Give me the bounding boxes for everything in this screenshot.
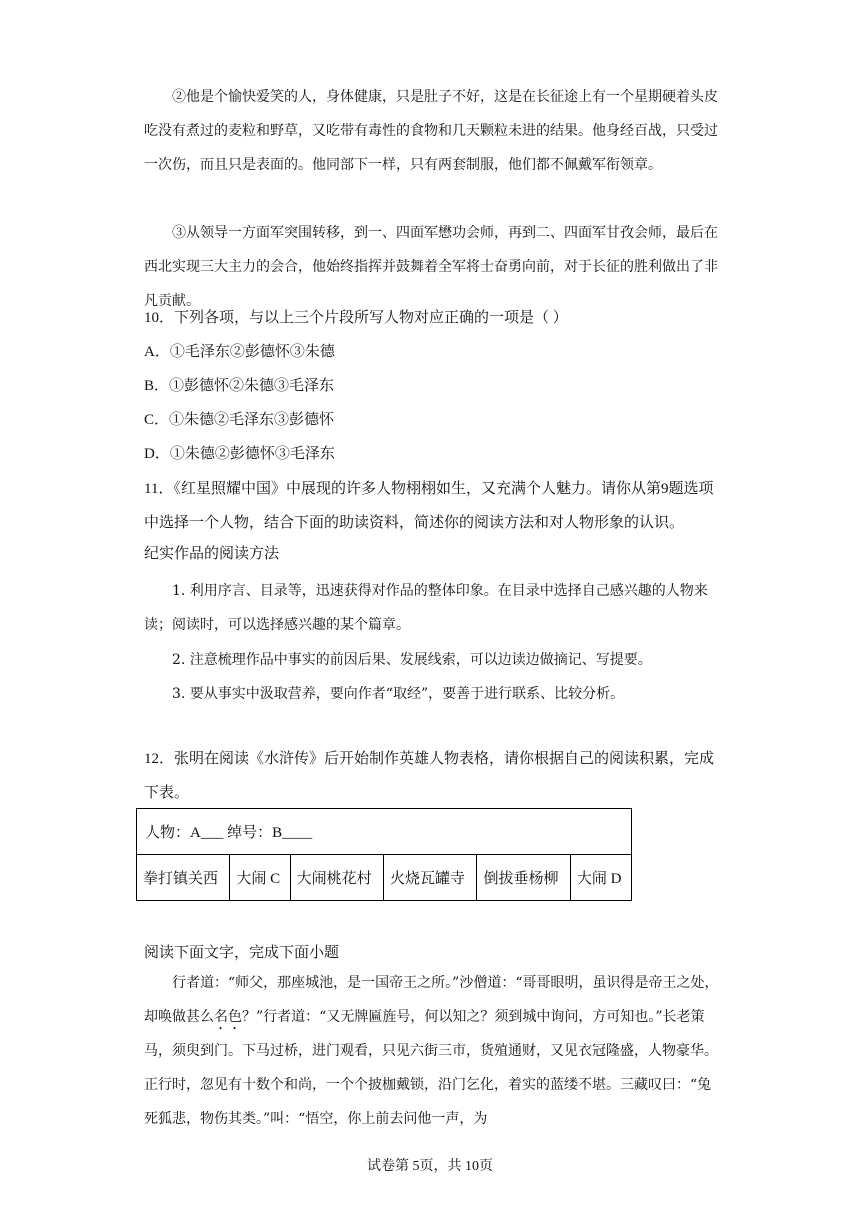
journey-text-part-2: ？”行者道：“又无牌匾旌号，何以知之？须到城中询问，方可知也。”长老策马，须臾到门。下马过桥，进门观看，只见六街三市，货殖通财，又见衣冠隆盛，人物豪华。正行时，忽见有十数个和尚，一个个披枷戴锁，沿门乞化，着实的蓝缕不堪。三藏叹曰：“兔死狐悲，物伤其类。”叫：“悟空，你上前去问他一声，为: [144, 1009, 718, 1127]
journey-intro: 阅读下面文字，完成下面小题: [144, 945, 340, 961]
journey-dotted-word: 名色: [214, 1009, 242, 1025]
hero-table-events-row: [137, 855, 632, 901]
page-footer: 试卷第 5页，共 10页: [367, 1159, 493, 1174]
question-10-option-a[interactable]: A．①毛泽东②彭德怀③朱德: [144, 344, 335, 360]
hero-event-cell: 倒拔垂杨柳: [477, 855, 570, 901]
passage-paragraph-3: ③从领导一方面军突围转移，到一、四面军懋功会师，再到二、四面军甘孜会师，最后在西北实现三大主力的会合，他始终指挥并鼓舞着全军将士奋勇向前，对于长征的胜利做出了非凡贡献。: [144, 225, 718, 309]
reading-method-2: 2. 注意梳理作品中事实的前因后果、发展线索，可以边读边做摘记、写提要。: [172, 652, 652, 668]
hero-event-cell: 拳打镇关西: [137, 855, 230, 901]
reading-method-title: 纪实作品的阅读方法: [144, 546, 280, 562]
question-10-stem: 10．下列各项，与以上三个片段所写人物对应正确的一项是（ ）: [144, 310, 568, 326]
reading-method-3: 3. 要从事实中汲取营养，要向作者“取经”，要善于进行联系、比较分析。: [172, 686, 625, 702]
question-10-option-d[interactable]: D．①朱德②彭德怀③毛泽东: [144, 446, 335, 462]
hero-event-cell: 火烧瓦罐寺: [384, 855, 477, 901]
journey-passage: [144, 966, 724, 1136]
hero-event-cell: 大闹桃花村: [290, 855, 383, 901]
question-12-stem: 12．张明在阅读《水浒传》后开始制作英雄人物表格，请你根据自己的阅读积累，完成下表。: [144, 751, 715, 801]
hero-event-cell: 大闹 D: [570, 855, 631, 901]
hero-table-header-row: [137, 809, 632, 855]
reading-method-1: 1. 利用序言、目录等，迅速获得对作品的整体印象。在目录中选择自己感兴趣的人物来读；阅读时，可以选择感兴趣的某个篇章。: [144, 583, 708, 633]
question-11-stem: 11．《红星照耀中国》中展现的许多人物栩栩如生，又充满个人魅力。请你从第9题选项中选择一个人物，结合下面的助读资料，简述你的阅读方法和对人物形象的认识。: [144, 481, 714, 531]
question-10-option-c[interactable]: C．①朱德②毛泽东③彭德怀: [144, 412, 335, 428]
hero-event-cell: 大闹 C: [230, 855, 290, 901]
hero-table-header: 人物：A___ 绰号：B____: [137, 809, 632, 855]
hero-table: [136, 808, 632, 901]
passage-paragraph-2: ②他是个愉快爱笑的人，身体健康，只是肚子不好，这是在长征途上有一个星期硬着头皮吃没有煮过的麦粒和野草，又吃带有毒性的食物和几天颗粒未进的结果。他身经百战，只受过一次伤，而且只是表面的。他同部下一样，只有两套制服，他们都不佩戴军衔领章。: [144, 89, 718, 173]
journey-text-part-1: 行者道：“师父，那座城池，是一国帝王之所。”沙僧道：“哥哥眼明，虽识得是帝王之处，却唤做甚么: [144, 975, 719, 1025]
question-10-option-b[interactable]: B．①彭德怀②朱德③毛泽东: [144, 378, 335, 394]
